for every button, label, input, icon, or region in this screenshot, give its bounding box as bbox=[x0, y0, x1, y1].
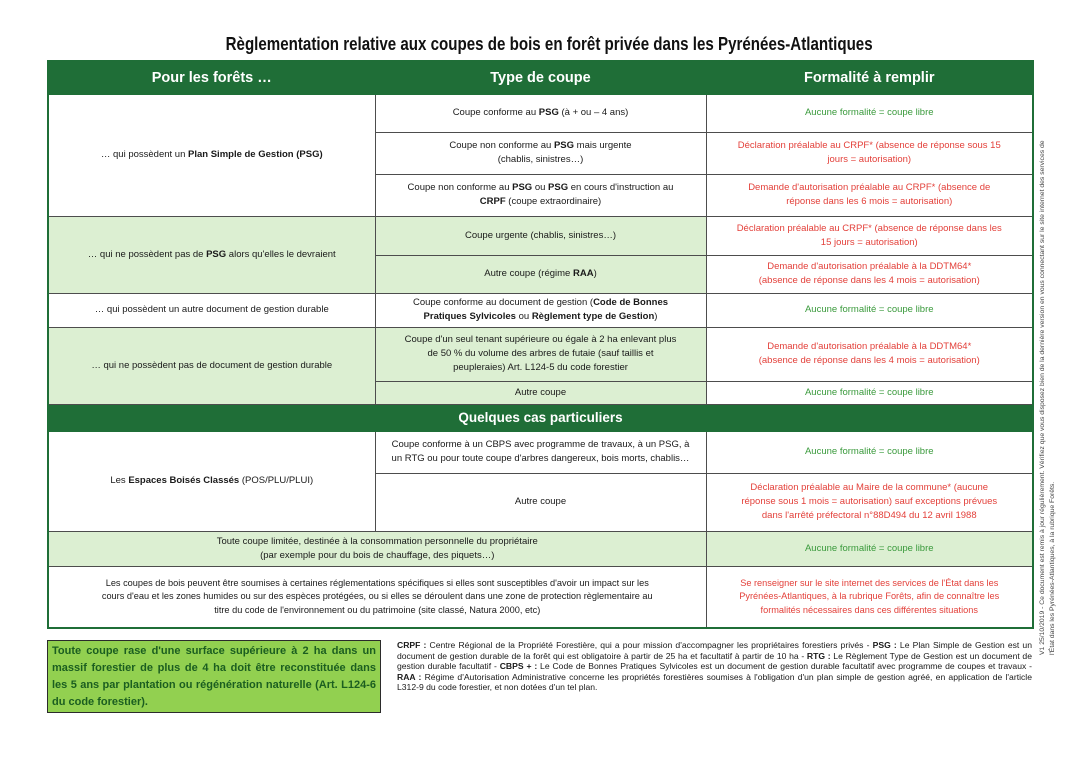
bold-text: Pratiques Sylvicoles bbox=[423, 311, 516, 322]
text: un RTG ou pour toute coupe d'arbres dangereux, bois morts, chablis… bbox=[391, 453, 690, 464]
text-line bbox=[380, 361, 702, 375]
text: … qui ne possèdent pas de bbox=[87, 248, 207, 260]
text: Le Règlement Type de Gestion est un document de gestion durable facultatif - bbox=[397, 650, 1032, 672]
text-line bbox=[380, 106, 702, 120]
formality-cell bbox=[706, 132, 1033, 174]
bold-text: PSG bbox=[206, 248, 227, 260]
text: (coupe extraordinaire) bbox=[505, 196, 602, 207]
text-line bbox=[380, 296, 702, 310]
formality-cell bbox=[706, 566, 1033, 628]
forest-category-cell bbox=[48, 94, 375, 216]
text-line bbox=[711, 542, 1029, 556]
formality-cell bbox=[706, 431, 1033, 473]
text-line bbox=[380, 139, 702, 153]
text-line bbox=[711, 604, 1029, 618]
cut-type-cell bbox=[375, 255, 706, 293]
formality-cell bbox=[706, 174, 1033, 216]
bold-text: PSG bbox=[538, 107, 559, 118]
text: de 50 % du volume des arbres de futaie (sauf taillis et bbox=[427, 348, 654, 359]
text-line bbox=[53, 549, 702, 563]
bold-text: CRPF bbox=[479, 196, 506, 207]
text: Aucune formalité = coupe libre bbox=[804, 542, 934, 554]
text: Le Code de Bonnes Pratiques Sylvicoles est un document de gestion durable facultatif avec programme de coupes et travaux - bbox=[537, 661, 1032, 672]
header-formality: Formalité à remplir bbox=[706, 61, 1033, 94]
text-line bbox=[380, 195, 702, 209]
text-line bbox=[711, 590, 1029, 604]
cut-type-cell bbox=[375, 431, 706, 473]
text: réponse dans les 6 mois = autorisation) bbox=[786, 196, 953, 207]
text: réponse sous 1 mois = autorisation) sauf exceptions prévues bbox=[741, 496, 998, 507]
text-line bbox=[711, 260, 1029, 274]
text-line bbox=[711, 577, 1029, 591]
text-line bbox=[1048, 40, 1058, 655]
text-line bbox=[711, 481, 1029, 495]
table-row bbox=[48, 216, 1033, 255]
text: (POS/PLU/PLUI) bbox=[239, 475, 314, 486]
text: ) bbox=[593, 268, 597, 279]
text: ou bbox=[515, 311, 532, 322]
text-line bbox=[711, 303, 1029, 317]
bold-text: Règlement type de Gestion bbox=[531, 311, 655, 322]
cut-type-cell bbox=[375, 216, 706, 255]
text-line bbox=[53, 577, 702, 591]
text-line bbox=[711, 195, 1029, 209]
text: Les bbox=[110, 475, 129, 486]
table-header-row bbox=[48, 61, 1033, 94]
forest-category-cell bbox=[48, 293, 375, 327]
bold-text: RTG : bbox=[806, 650, 831, 661]
header-forest-type: Pour les forêts … bbox=[48, 61, 375, 94]
text-line bbox=[711, 139, 1029, 153]
cut-type-cell bbox=[375, 327, 706, 381]
text: (à + ou – 4 ans) bbox=[558, 107, 629, 118]
formality-cell bbox=[706, 255, 1033, 293]
text-line bbox=[711, 445, 1029, 459]
text: Coupe urgente (chablis, sinistres…) bbox=[464, 229, 616, 241]
text-line bbox=[53, 148, 371, 162]
text: cours d'eau et les zones humides ou sur des espèces protégées, ou si elles se déroulent dans une zone de protection règlementaire au bbox=[101, 591, 653, 601]
special-case-cell bbox=[48, 566, 706, 628]
bold-text: CBPS + : bbox=[499, 661, 538, 672]
text-line bbox=[380, 333, 702, 347]
text: Déclaration préalable au CRPF* (absence de réponse dans les bbox=[736, 222, 1002, 234]
text-line bbox=[53, 604, 702, 618]
text: (absence de réponse dans les 4 mois = autorisation) bbox=[758, 355, 980, 366]
formality-cell bbox=[706, 473, 1033, 531]
text: Coupe d'un seul tenant supérieure ou égale à 2 ha enlevant plus bbox=[404, 334, 677, 345]
text: Régime d'Autorisation Administrative concerne les propriétés forestières soumises à l'obligation d'un plan simple de gestion agréé, en application de l'article L312-9 du code forestier, et non dotées d'un tel plan. bbox=[397, 671, 1032, 693]
bold-text: RAA bbox=[572, 268, 594, 279]
bold-text: CRPF : bbox=[397, 640, 427, 650]
text-line bbox=[53, 303, 371, 317]
text: Demande d'autorisation préalable au CRPF* (absence de bbox=[748, 182, 991, 193]
special-case-cell bbox=[48, 531, 706, 566]
text-line bbox=[380, 347, 702, 361]
text-line bbox=[380, 386, 702, 400]
text: Autre coupe bbox=[514, 496, 567, 507]
cut-type-cell bbox=[375, 473, 706, 531]
text: Déclaration préalable au CRPF* (absence de réponse sous 15 bbox=[737, 140, 1001, 151]
text: Centre Régional de la Propriété Forestière, qui a pour mission d'accompagner les propriétaires forestiers privés - bbox=[426, 640, 873, 650]
cut-type-cell bbox=[375, 293, 706, 327]
text: Autre coupe (régime bbox=[484, 268, 573, 279]
text-line bbox=[380, 153, 702, 167]
text-line bbox=[711, 509, 1029, 523]
text-line bbox=[53, 359, 371, 373]
formality-cell bbox=[706, 531, 1033, 566]
formality-cell bbox=[706, 293, 1033, 327]
text: Coupe conforme à un CBPS avec programme de travaux, à un PSG, à bbox=[391, 439, 690, 450]
bold-text: PSG : bbox=[872, 640, 897, 650]
text: jours = autorisation) bbox=[827, 154, 912, 165]
text-line bbox=[711, 153, 1029, 167]
document-title-text: Règlementation relative aux coupes de bois en forêt privée dans les Pyrénées-Atlantiques bbox=[225, 34, 873, 54]
text-line bbox=[1038, 40, 1048, 655]
forest-category-cell bbox=[48, 327, 375, 404]
text-line bbox=[53, 474, 371, 488]
text-line bbox=[711, 222, 1029, 236]
text: Aucune formalité = coupe libre bbox=[804, 107, 934, 118]
text: Coupe non conforme au bbox=[449, 140, 554, 151]
text: Demande d'autorisation préalable à la DDTM64* bbox=[767, 261, 972, 272]
text: … qui possèdent un bbox=[100, 149, 189, 160]
text: alors qu'elles le devraient bbox=[226, 248, 336, 260]
text-line bbox=[53, 590, 702, 604]
table-row bbox=[48, 327, 1033, 381]
section-header-row bbox=[48, 404, 1033, 431]
glossary-notes bbox=[397, 640, 1032, 693]
bold-text: Code de Bonnes bbox=[593, 297, 669, 308]
text-line bbox=[711, 354, 1029, 368]
text: Se renseigner sur le site internet des services de l'État dans les bbox=[740, 577, 999, 588]
text: Déclaration préalable au Maire de la commune* (aucune bbox=[750, 482, 989, 493]
text: Demande d'autorisation préalable à la DDTM64* bbox=[767, 341, 972, 352]
text: … qui ne possèdent pas de document de gestion durable bbox=[91, 359, 333, 371]
text: V1 25/10/2019 - Ce document est remis à jour régulièrement. Vérifiez que vous disposez bien de la dernière version en vous connectant sur le site internet des services de bbox=[1039, 140, 1046, 655]
text: Aucune formalité = coupe libre bbox=[804, 446, 934, 457]
text-line bbox=[380, 181, 702, 195]
text: Aucune formalité = coupe libre bbox=[804, 386, 934, 398]
regulation-table bbox=[47, 60, 1034, 629]
text: ) bbox=[654, 311, 658, 322]
text: dans l'arrêté préfectoral n°88D494 du 12 avril 1988 bbox=[761, 510, 977, 521]
text: Les coupes de bois peuvent être soumises à certaines réglementations spécifiques si elles sont susceptibles d'avoir un impact sur les bbox=[105, 577, 649, 588]
formality-cell bbox=[706, 327, 1033, 381]
text: Coupe conforme au document de gestion ( bbox=[412, 297, 594, 308]
text-line bbox=[397, 640, 1032, 693]
text: titre du code de l'environnement ou du patrimoine (site classé, Natura 2000, etc) bbox=[214, 604, 541, 615]
cut-type-cell bbox=[375, 381, 706, 404]
cut-type-cell bbox=[375, 132, 706, 174]
cut-type-cell bbox=[375, 174, 706, 216]
formality-cell bbox=[706, 381, 1033, 404]
text: Coupe conforme au bbox=[452, 107, 539, 118]
table-row bbox=[48, 94, 1033, 132]
text: Aucune formalité = coupe libre bbox=[804, 304, 934, 315]
formality-cell bbox=[706, 216, 1033, 255]
text: en cours d'instruction au bbox=[568, 182, 674, 193]
clear-cut-callout: Toute coupe rase d'une surface supérieure à 2 ha dans un massif forestier de plus de 4 ha doit être reconstituée dans les 5 ans par plantation ou régénération naturelle (Art. L124-6 du code forestier). bbox=[47, 640, 381, 713]
version-note bbox=[1038, 40, 1062, 655]
text: l'État dans les Pyrénées-Atlantiques, à la rubrique Forêts. bbox=[1049, 481, 1056, 655]
bold-text: RAA : bbox=[397, 671, 422, 682]
section-title: Quelques cas particuliers bbox=[48, 404, 1033, 431]
text-line bbox=[380, 310, 702, 324]
table-row bbox=[48, 566, 1033, 628]
text: ou bbox=[532, 182, 549, 193]
text: (chablis, sinistres…) bbox=[497, 154, 584, 165]
table-row bbox=[48, 293, 1033, 327]
text-line bbox=[711, 236, 1029, 250]
text-line bbox=[711, 274, 1029, 288]
text: (par exemple pour du bois de chauffage, des piquets…) bbox=[260, 549, 495, 561]
text: formalités nécessaires dans ces différentes situations bbox=[760, 604, 978, 615]
text-line bbox=[380, 229, 702, 243]
text: Toute coupe limitée, destinée à la consommation personnelle du propriétaire bbox=[216, 535, 538, 547]
document-title bbox=[0, 33, 1080, 55]
text: peupleraies) Art. L124-5 du code forestier bbox=[453, 362, 628, 373]
text-line bbox=[380, 267, 702, 281]
table-row bbox=[48, 431, 1033, 473]
text: 15 jours = autorisation) bbox=[820, 236, 918, 248]
text-line bbox=[711, 106, 1029, 120]
header-cut-type: Type de coupe bbox=[375, 61, 706, 94]
text: Pyrénées-Atlantiques, à la rubrique Forêts, afin de connaître les bbox=[739, 591, 1000, 601]
text-line bbox=[711, 181, 1029, 195]
cut-type-cell bbox=[375, 94, 706, 132]
text-line bbox=[711, 386, 1029, 400]
forest-category-cell bbox=[48, 216, 375, 293]
forest-category-cell bbox=[48, 431, 375, 531]
bold-text: Plan Simple de Gestion (PSG) bbox=[188, 149, 323, 160]
text: Autre coupe bbox=[514, 386, 567, 398]
text-line bbox=[711, 340, 1029, 354]
bold-text: Espaces Boisés Classés bbox=[128, 475, 240, 486]
text: … qui possèdent un autre document de gestion durable bbox=[94, 304, 329, 315]
text-line bbox=[380, 438, 702, 452]
bold-text: PSG bbox=[512, 182, 533, 193]
text: (absence de réponse dans les 4 mois = autorisation) bbox=[758, 275, 980, 286]
text-line bbox=[380, 495, 702, 509]
text-line bbox=[711, 495, 1029, 509]
table-row bbox=[48, 531, 1033, 566]
text-line bbox=[53, 248, 371, 262]
text: Coupe non conforme au bbox=[407, 182, 513, 193]
text-line bbox=[53, 535, 702, 549]
text: Le Plan Simple de Gestion est un document de gestion durable de la forêt qui est obligatoire à partir de 25 ha et facultatif à partir de 10 ha - bbox=[397, 640, 1032, 661]
text-line bbox=[380, 452, 702, 466]
formality-cell bbox=[706, 94, 1033, 132]
bold-text: PSG bbox=[553, 140, 575, 151]
bold-text: PSG bbox=[548, 182, 569, 193]
text: mais urgente bbox=[574, 140, 632, 151]
